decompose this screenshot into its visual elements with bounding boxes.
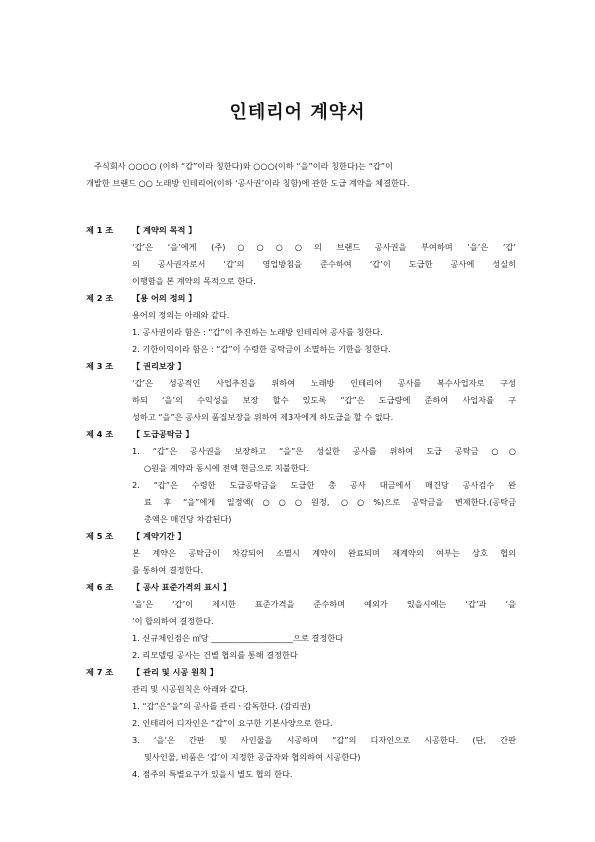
article-line: 및사인물, 비품은 ‘갑’이 지정한 공급자와 협의하여 시공한다) [144, 752, 361, 762]
article-heading [86, 290, 516, 307]
article-line: 료 후 “을”에게 일정액(○○○원정, ○○%)으로 공탁금을 변제한다.(공탁금 [144, 497, 516, 507]
article-title: 【 계약의 목적 】 [132, 225, 197, 235]
article-number: 제 2 조 [86, 293, 114, 303]
article-2 [86, 290, 516, 358]
article-line: 하되 ‘을’의 수익성을 보장 할수 있도록 “갑”은 도급량에 준하여 사업자를 구 [132, 395, 516, 405]
article-line: 1. 신규체인점은 ㎡당 ____________________으로 결정한다 [132, 633, 344, 643]
article-body [86, 239, 516, 290]
article-number: 제 5 조 [86, 531, 114, 541]
article-6 [86, 579, 516, 664]
document-title: 인테리어 계약서 [229, 102, 366, 123]
article-number: 제 1 조 [86, 225, 114, 235]
article-5 [86, 528, 516, 579]
intro-line: 개발한 브랜드 ○○ 노래방 인테리어(이하 ‘공사권’이라 칭함)에 관한 도급 계약을 체결한다. [86, 178, 410, 188]
article-line: ○원을 계약과 동시에 전액 현금으로 지불한다. [144, 463, 310, 473]
article-title: 【 계약기간 】 [132, 531, 186, 541]
article-line: ‘갑’은 ‘을’에게 (주)○○○○의 브랜드 공사권을 부여하며 ‘을’은 ‘갑’ [132, 242, 516, 252]
article-line: 이행함을 본 계약의 목적으로 한다. [132, 276, 256, 286]
article-line: 2. “갑”은 수령한 도급공탁금을 도급한 총 공사 대금에서 매건당 공사검수 완 [132, 480, 516, 490]
article-line: 1. “갑”은 공사권을 보장하고 “을”은 성실한 공사를 위하여 도급 공탁금 ○○ [132, 446, 516, 456]
article-line: 3. ‘을’은 간판 및 사인물을 시공하며 “갑”의 디자인으로 시공한다. (단, 간판 [132, 735, 516, 745]
article-heading [86, 358, 516, 375]
article-line: 4. 점주의 특별요구가 있을시 별도 협의 한다. [132, 769, 293, 779]
article-title: 【 관리 및 시공 원칙 】 [132, 667, 218, 677]
article-body [86, 545, 516, 579]
article-body [86, 375, 516, 426]
article-number: 제 4 조 [86, 429, 114, 439]
article-title: 【용 어의 정의 】 [132, 293, 197, 303]
intro-line: 주식회사 ○○○○ (이하 “갑”이라 칭한다)와 ○○○(이하 “을”이라 칭한다)는 “갑”이 [94, 161, 393, 171]
article-body [86, 681, 516, 783]
article-line: 성하고 “을”은 공사의 품질보장을 위하여 제3자에게 하도급을 할 수 없다. [132, 412, 394, 422]
article-line: 2. 리모델링 공사는 건별 협의를 통해 결정한다 [132, 650, 298, 660]
article-line: 1. “갑”은“을”의 공사를 관리ㆍ감독한다. (감리권) [132, 701, 311, 711]
article-heading [86, 528, 516, 545]
article-7 [86, 664, 516, 783]
article-heading [86, 222, 516, 239]
article-line: 의 공사권자로서 ‘갑’의 영업방침을 준수하여 ‘갑’이 도급한 공사에 성실히 [132, 259, 516, 269]
article-3 [86, 358, 516, 426]
article-line: 1. 공사권이라 함은 : “갑”이 추진하는 노래방 인테리어 공사를 칭한다. [132, 327, 383, 337]
article-line: ‘갑’은 성공적인 사업추진을 위하여 노래방 인테리어 공사를 복수사업자로 구성 [132, 378, 516, 388]
article-line: 용어의 정의는 아래와 같다. [132, 310, 230, 320]
article-body [86, 443, 516, 528]
article-number: 제 3 조 [86, 361, 114, 371]
article-line: 를 통하여 결정한다. [132, 565, 204, 575]
article-line: 2. 인테리어 디자인은 “갑”이 요구한 기본사양으로 한다. [132, 718, 333, 728]
article-title: 【 공사 표준가격의 표시 】 [132, 582, 231, 592]
article-4 [86, 426, 516, 528]
intro-paragraph [86, 158, 516, 192]
article-line: 본 계약은 공탁금이 차감되어 소멸시 계약이 완료되며 재계약의 여부는 상호 협의 [132, 548, 516, 558]
article-body [86, 596, 516, 664]
article-number: 제 6 조 [86, 582, 114, 592]
article-heading [86, 579, 516, 596]
article-number: 제 7 조 [86, 667, 114, 677]
article-line: ’이 합의하여 결정한다. [132, 616, 214, 626]
article-line: ‘을’은 ‘갑’이 제시한 표준가격을 준수하며 예외가 있을시에는 ‘갑’과 ‘을 [132, 599, 516, 609]
article-line: 관리 및 시공원칙은 아래와 같다. [132, 684, 248, 694]
article-line: 2. 기한이익이라 함은 : “갑”이 수령한 공탁금이 소멸하는 기한을 칭한다. [132, 344, 391, 354]
article-title: 【 도급공탁금 】 [132, 429, 194, 439]
article-line: 총액은 매건당 차감된다) [144, 514, 232, 524]
article-heading [86, 664, 516, 681]
article-1 [86, 222, 516, 290]
article-body [86, 307, 516, 358]
article-title: 【 권리보장 】 [132, 361, 186, 371]
article-heading [86, 426, 516, 443]
